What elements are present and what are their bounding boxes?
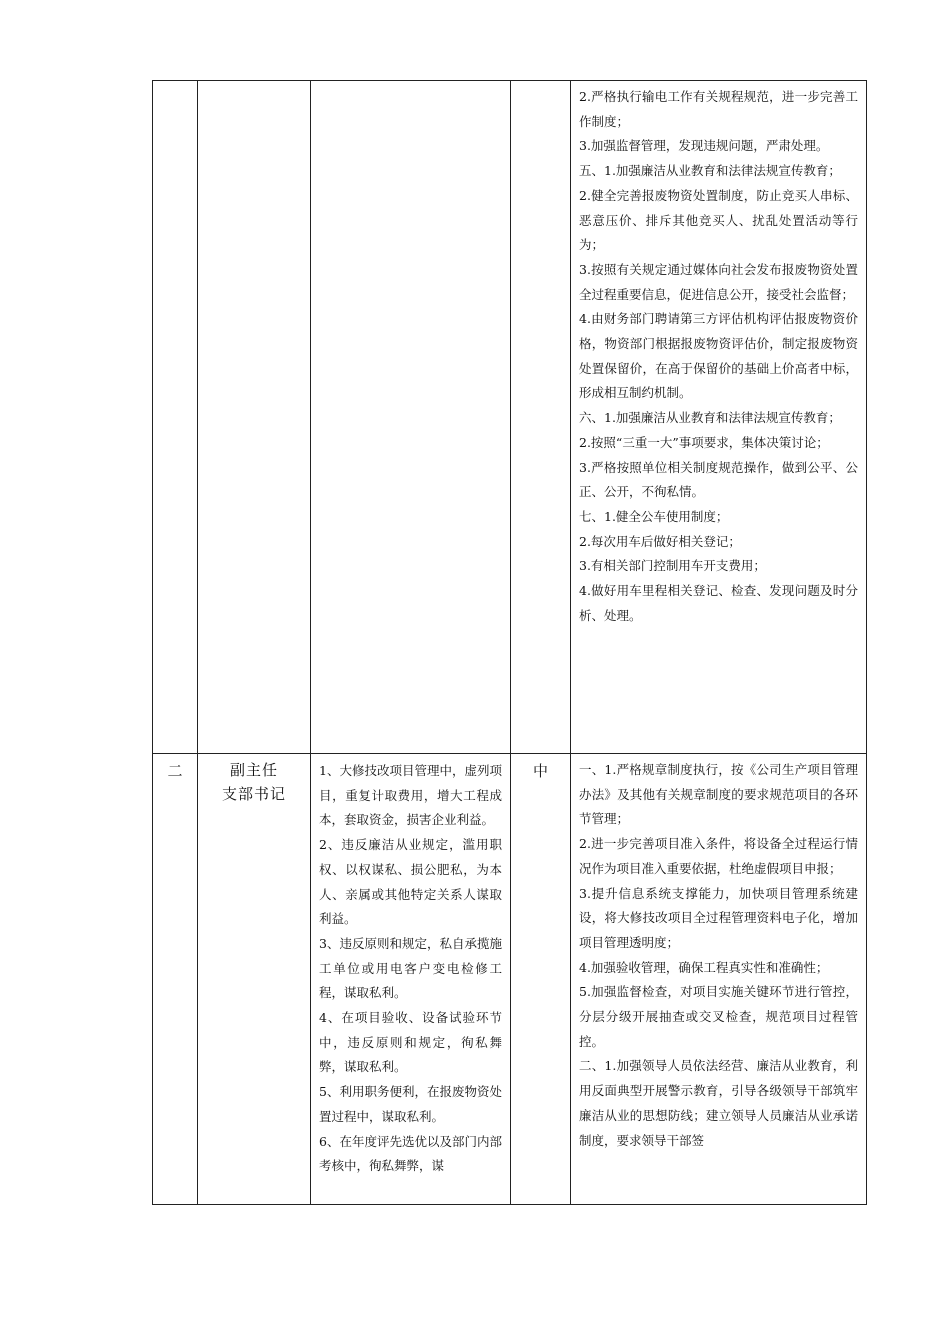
seq-number: 二	[167, 762, 183, 780]
measure-item: 3.提升信息系统支撑能力，加快项目管理系统建设，将大修技改项目全过程管理资料电子化，增加项目管理透明度；	[579, 885, 858, 950]
measure-item: 五、1.加强廉洁从业教育和法律法规宣传教育；	[579, 163, 841, 179]
table-row	[153, 81, 867, 754]
risk-level-cell	[511, 81, 571, 754]
seq-cell	[153, 754, 198, 1205]
risk-points-list	[311, 754, 510, 1179]
risk-points-cell	[311, 754, 511, 1205]
position-cell	[198, 81, 311, 754]
position-line: 副主任	[229, 761, 278, 779]
measure-item: 3.有相关部门控制用车开支费用；	[579, 558, 766, 574]
risk-item: 1、大修技改项目管理中，虚列项目，重复计取费用，增大工程成本，套取资金，损害企业利益。	[319, 763, 502, 828]
measure-item: 5.加强监督检查，对项目实施关键环节进行管控，分层分级开展抽查或交叉检查，规范项目过程管控。	[579, 984, 858, 1049]
measure-item: 二、1.加强领导人员依法经营、廉洁从业教育，利用反面典型开展警示教育，引导各级领导干部筑牢廉洁从业的思想防线；建立领导人员廉洁从业承诺制度，要求领导干部签	[579, 1058, 858, 1148]
measure-item: 3.严格按照单位相关制度规范操作，做到公平、公正、公开，不徇私情。	[579, 459, 858, 500]
position-line: 支部书记	[221, 785, 286, 803]
measures-list	[571, 754, 866, 1153]
risk-points-cell	[311, 81, 511, 754]
measures-cell	[571, 81, 867, 754]
position-title	[198, 754, 310, 806]
measure-item: 2.健全完善报废物资处置制度，防止竞买人串标、恶意压价、排斥其他竞买人、扰乱处置活动等行为；	[579, 187, 858, 253]
measure-item: 3.加强监督管理，发现违规问题，严肃处理。	[579, 138, 829, 154]
table-row	[153, 754, 867, 1205]
measure-item: 2.严格执行输电工作有关规程规范，进一步完善工作制度；	[579, 89, 858, 129]
measures-list	[571, 81, 866, 628]
risk-item: 3、违反原则和规定，私自承揽施工单位或用电客户变电检修工程，谋取私利。	[319, 935, 502, 1001]
measure-item: 2.每次用车后做好相关登记；	[579, 533, 741, 549]
measure-item: 六、1.加强廉洁从业教育和法律法规宣传教育；	[579, 410, 841, 426]
risk-level-cell	[511, 754, 571, 1205]
seq-cell	[153, 81, 198, 754]
risk-item: 6、在年度评先选优以及部门内部考核中，徇私舞弊，谋	[319, 1133, 502, 1174]
risk-level: 中	[532, 762, 548, 780]
measure-item: 4.由财务部门聘请第三方评估机构评估报废物资价格，物资部门根据报废物资评估价，制定报废物资处置保留价，在高于保留价的基础上价高者中标，形成相互制约机制。	[579, 311, 858, 401]
risk-item: 2、违反廉洁从业规定，滥用职权、以权谋私、损公肥私，为本人、亲属或其他特定关系人谋取利益。	[319, 837, 502, 927]
risk-control-table	[152, 80, 867, 1205]
measure-item: 七、1.健全公车使用制度；	[579, 508, 729, 524]
measure-item: 2.按照“三重一大”事项要求，集体决策讨论；	[579, 434, 829, 450]
risk-item: 5、利用职务便利，在报废物资处置过程中，谋取私利。	[319, 1084, 502, 1124]
measure-item: 3.按照有关规定通过媒体向社会发布报废物资处置全过程重要信息，促进信息公开，接受社会监督；	[579, 261, 858, 302]
measure-item: 2.进一步完善项目准入条件，将设备全过程运行情况作为项目准入重要依据，杜绝虚假项目申报；	[579, 836, 858, 876]
measures-cell	[571, 754, 867, 1205]
measure-item: 4.做好用车里程相关登记、检查、发现问题及时分析、处理。	[579, 583, 858, 623]
risk-item: 4、在项目验收、设备试验环节中，违反原则和规定，徇私舞弊，谋取私利。	[319, 1010, 502, 1075]
measure-item: 一、1.严格规章制度执行，按《公司生产项目管理办法》及其他有关规章制度的要求规范项目的各环节管理；	[579, 762, 858, 827]
position-cell	[198, 754, 311, 1205]
measure-item: 4.加强验收管理，确保工程真实性和准确性；	[579, 959, 829, 975]
